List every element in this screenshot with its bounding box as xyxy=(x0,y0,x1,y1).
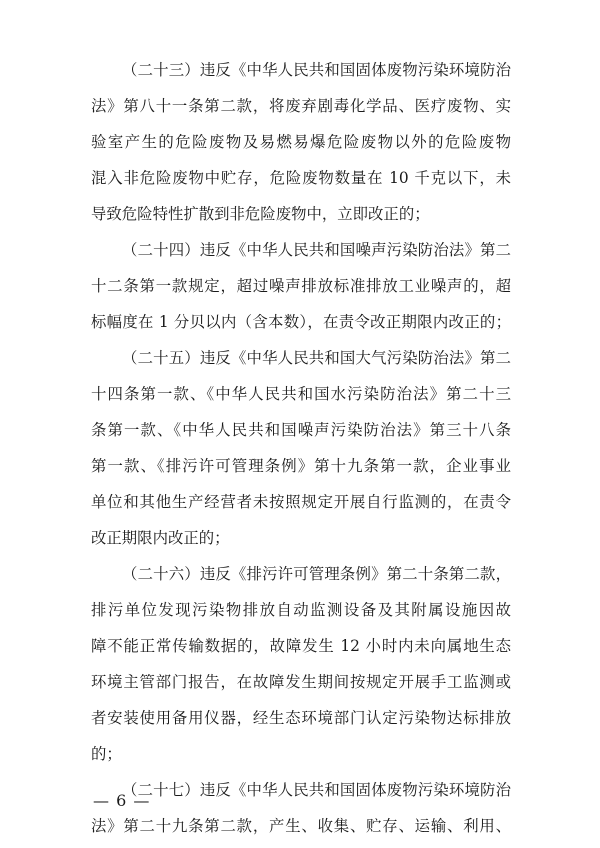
text-line: 第一款、《排污许可管理条例》第十九条第一款，企业事业 xyxy=(91,457,511,475)
text-line: 环境主管部门报告，在故障发生期间按规定开展手工监测或 xyxy=(91,673,511,691)
text-line: （二十四）违反《中华人民共和国噪声污染防治法》第二 xyxy=(122,241,511,259)
text-line: 单位和其他生产经营者未按照规定开展自行监测的，在责令 xyxy=(91,493,511,511)
text-line: （二十六）违反《排污许可管理条例》第二十条第二款， xyxy=(122,565,511,583)
text-line: 改正期限内改正的； xyxy=(91,529,230,547)
text-line: 验室产生的危险废物及易燃易爆危险废物以外的危险废物 xyxy=(91,133,511,151)
text-line: （二十七）违反《中华人民共和国固体废物污染环境防治 xyxy=(122,781,511,799)
document-body xyxy=(91,52,511,844)
text-line: 十四条第一款、《中华人民共和国水污染防治法》第二十三 xyxy=(91,385,511,403)
text-line: 法》第二十九条第二款，产生、收集、贮存、运输、利用、 xyxy=(91,817,511,835)
text-line: （二十五）违反《中华人民共和国大气污染防治法》第二 xyxy=(122,349,511,367)
text-line: 者安装使用备用仪器，经生态环境部门认定污染物达标排放 xyxy=(91,709,511,727)
text-line: 十二条第一款规定，超过噪声排放标准排放工业噪声的，超 xyxy=(91,277,511,295)
text-line: 障不能正常传输数据的，故障发生 12 小时内未向属地生态 xyxy=(91,637,511,655)
text-line: 法》第八十一条第二款，将废弃剧毒化学品、医疗废物、实 xyxy=(91,97,511,115)
text-line: 条第一款、《中华人民共和国噪声污染防治法》第三十八条 xyxy=(91,421,511,439)
text-line: 标幅度在 1 分贝以内（含本数），在责令改正期限内改正的； xyxy=(91,313,511,331)
text-line: 导致危险特性扩散到非危险废物中，立即改正的； xyxy=(91,205,430,223)
text-line: （二十三）违反《中华人民共和国固体废物污染环境防治 xyxy=(122,61,511,79)
text-line: 的； xyxy=(91,745,122,763)
page-number: — 6 — xyxy=(93,791,151,810)
text-line: 排污单位发现污染物排放自动监测设备及其附属设施因故 xyxy=(91,601,511,619)
text-line: 混入非危险废物中贮存，危险废物数量在 10 千克以下，未 xyxy=(91,169,511,187)
